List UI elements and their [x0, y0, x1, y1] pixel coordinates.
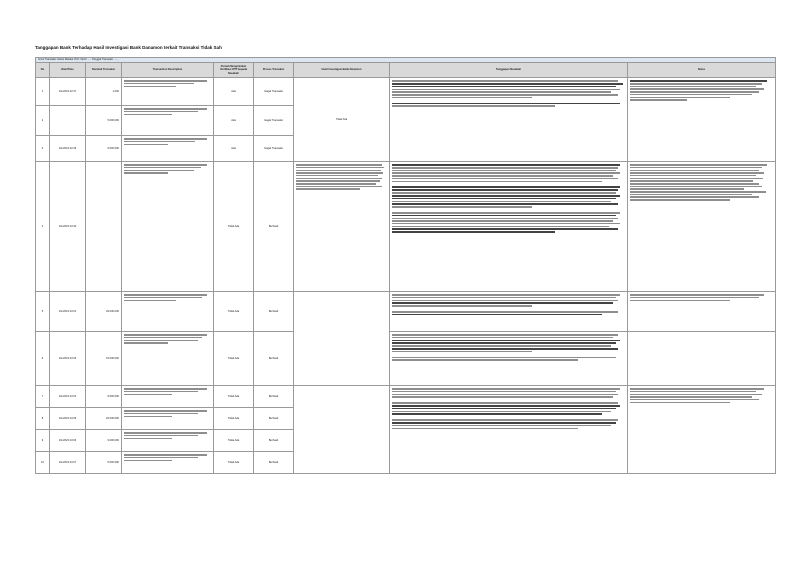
row-date	[50, 106, 86, 136]
row-amount: 15.000.000	[86, 332, 122, 386]
row-notes	[628, 292, 776, 332]
column-header: Notes	[628, 63, 776, 78]
row-response	[390, 292, 628, 332]
row-description	[122, 430, 214, 452]
transaction-table	[35, 57, 776, 474]
row-response	[390, 162, 628, 292]
row-date: 2/1/2023 22:47	[50, 78, 86, 106]
row-response	[390, 78, 628, 162]
row-process: Berhasil	[254, 332, 294, 386]
row-amount: 9.000.000	[86, 430, 122, 452]
column-header: Date/Time	[50, 63, 86, 78]
row-amount: 1.000	[86, 78, 122, 106]
row-amount: 49.000.000	[86, 292, 122, 332]
row-description	[122, 162, 214, 292]
column-header: Nominal Transaksi	[86, 63, 122, 78]
row-date: 2/1/2023 23:01	[50, 292, 86, 332]
row-result: Tidak Ada	[294, 78, 390, 162]
row-otp: Tidak Ada	[214, 292, 254, 332]
row-result	[294, 162, 390, 292]
row-description	[122, 332, 214, 386]
table-row	[36, 332, 776, 386]
row-process: Gagal Transaksi	[254, 78, 294, 106]
row-number: 1	[36, 78, 50, 106]
row-process: Berhasil	[254, 452, 294, 474]
row-otp: Tidak Ada	[214, 332, 254, 386]
column-header: No	[36, 63, 50, 78]
column-header: Proses Transaksi	[254, 63, 294, 78]
row-number: 6	[36, 332, 50, 386]
row-number: 2	[36, 106, 50, 136]
row-notes	[628, 162, 776, 292]
column-header: Tanggapan Nasabah	[390, 63, 628, 78]
table-row	[36, 292, 776, 332]
row-otp: Tidak Ada	[214, 408, 254, 430]
row-otp: Tidak Ada	[214, 386, 254, 408]
row-number: 9	[36, 430, 50, 452]
row-process: Berhasil	[254, 408, 294, 430]
row-date: 2/1/2023 23:03	[50, 332, 86, 386]
row-response	[390, 386, 628, 474]
row-date: 2/1/2023 23:07	[50, 452, 86, 474]
row-process: Berhasil	[254, 162, 294, 292]
row-description	[122, 386, 214, 408]
row-date: 2/1/2023 22:49	[50, 136, 86, 162]
row-number: 4	[36, 162, 50, 292]
table-row	[36, 162, 776, 292]
column-header: Transaction Description	[122, 63, 214, 78]
row-process: Berhasil	[254, 430, 294, 452]
row-number: 10	[36, 452, 50, 474]
row-otp: Tidak Ada	[214, 430, 254, 452]
row-amount: 20.000.000	[86, 408, 122, 430]
row-description	[122, 78, 214, 106]
row-description	[122, 292, 214, 332]
row-description	[122, 136, 214, 162]
row-date: 2/1/2023 23:40	[50, 162, 86, 292]
row-process: Berhasil	[254, 386, 294, 408]
row-date: 2/1/2023 23:06	[50, 430, 86, 452]
row-description	[122, 106, 214, 136]
row-notes	[628, 332, 776, 386]
header-row	[36, 63, 776, 78]
column-header: Pernah Mengirimkan Verifikasi OTP kepada Nasabah	[214, 63, 254, 78]
row-date: 2/1/2023 23:04	[50, 386, 86, 408]
page-title: Tanggapan Bank Terhadap Hasil Investigasi Bank Danamon terkait Transaksi Tidak Sah	[35, 45, 222, 50]
row-otp: Ada	[214, 136, 254, 162]
row-description	[122, 452, 214, 474]
section-bar: Jenis Transaksi: Debet Melalui VCC / ECC ..... Tanggal Transaksi .......	[36, 58, 776, 63]
row-notes	[628, 78, 776, 162]
row-amount: 5.000.000	[86, 136, 122, 162]
row-description	[122, 408, 214, 430]
row-response	[390, 332, 628, 386]
row-process: Berhasil	[254, 292, 294, 332]
row-otp: Ada	[214, 78, 254, 106]
column-header: Hasil Investigasi Bank Danamon	[294, 63, 390, 78]
row-amount: 5.000.000	[86, 452, 122, 474]
row-result	[294, 386, 390, 474]
row-amount: 9.000.000	[86, 386, 122, 408]
row-process: Gagal Transaksi	[254, 136, 294, 162]
row-otp: Tidak Ada	[214, 452, 254, 474]
row-number: 5	[36, 292, 50, 332]
row-notes	[628, 386, 776, 474]
table-row	[36, 78, 776, 106]
row-otp: Tidak Ada	[214, 162, 254, 292]
row-number: 7	[36, 386, 50, 408]
row-number: 8	[36, 408, 50, 430]
row-date: 2/1/2023 23:05	[50, 408, 86, 430]
row-amount	[86, 162, 122, 292]
row-number: 3	[36, 136, 50, 162]
row-amount: 5.000.000	[86, 106, 122, 136]
row-result	[294, 292, 390, 386]
row-otp: Ada	[214, 106, 254, 136]
table-row	[36, 386, 776, 408]
row-process: Gagal Transaksi	[254, 106, 294, 136]
